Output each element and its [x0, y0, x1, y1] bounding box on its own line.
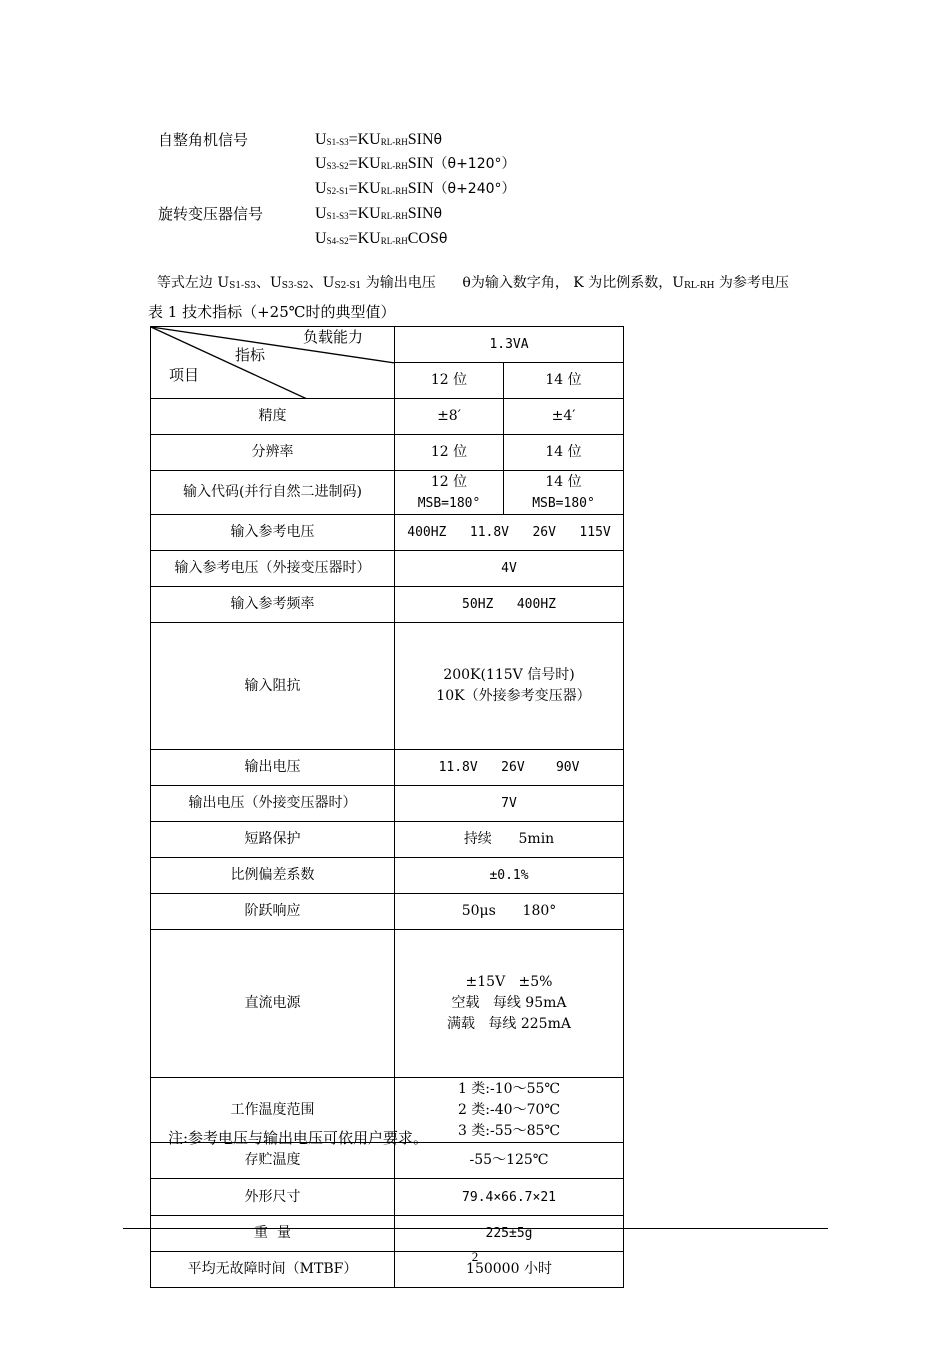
table-row [151, 515, 624, 551]
page-number: 2 [471, 1249, 479, 1264]
header-load-capacity: 负载能力 [303, 328, 364, 346]
row-value: 79.4×66.7×21 [395, 1179, 624, 1216]
table-row [151, 822, 624, 858]
row-value-12: ±8′ [395, 399, 504, 435]
row-value: ±0.1% [395, 858, 624, 894]
load-value: 1.3VA [395, 327, 624, 363]
sync-signal-label: 自整角机信号 [158, 131, 249, 149]
row-value-12: 12 位 [395, 435, 504, 471]
table-header-row [151, 327, 624, 363]
row-label: 短路保护 [151, 822, 395, 858]
row-label: 输入代码(并行自然二进制码) [151, 471, 395, 515]
row-label: 重 量 [151, 1216, 395, 1252]
row-label: 直流电源 [151, 930, 395, 1078]
header-14-bit: 14 位 [504, 363, 624, 399]
row-value: 持续 5min [395, 822, 624, 858]
row-value: ±15V ±5% 空载 每线 95mA 满载 每线 225mA [395, 930, 624, 1078]
diagonal-header-cell [151, 327, 395, 399]
row-label: 输入参考电压（外接变压器时） [151, 551, 395, 587]
row-value: 50μs 180° [395, 894, 624, 930]
row-label: 分辨率 [151, 435, 395, 471]
row-label: 输入参考电压 [151, 515, 395, 551]
row-label: 平均无故障时间（MTBF） [151, 1252, 395, 1288]
table-row [151, 435, 624, 471]
formula-sync-3: $U_{S2-S1}=KU_{RL-RH}SIN(\theta+240^\circ)$ [315, 180, 516, 197]
table-caption: 表 1 技术指标（+25℃时的典型值） [148, 303, 396, 321]
row-value-14: ±4′ [504, 399, 624, 435]
row-value: 11.8V 26V 90V [395, 750, 624, 786]
row-label: 输出电压（外接变压器时） [151, 786, 395, 822]
formula-explanation: 等式左边 $U_{S1-S3}$、$U_{S3-S2}$、$U_{S2-S1}$ 为输出电压 θ为输入数字角， K 为比例系数，$U_{RL-RH}$ 为参考电压 [156, 275, 789, 291]
footer-rule [123, 1228, 828, 1229]
row-value-14: 14 位 MSB=180° [504, 471, 624, 515]
row-value: -55～125℃ [395, 1143, 624, 1179]
row-value: 400HZ 11.8V 26V 115V [395, 515, 624, 551]
formula-sync-2: $U_{S3-S2}=KU_{RL-RH}SIN(\theta+120^\circ)$ [315, 155, 516, 172]
row-label: 工作温度范围 [151, 1078, 395, 1143]
row-label: 输出电压 [151, 750, 395, 786]
table-row [151, 623, 624, 750]
table-row [151, 894, 624, 930]
formula-resolver-2: $U_{S4-S2}=KU_{RL-RH}COS\theta$ [315, 230, 448, 247]
header-index: 指标 [235, 346, 266, 364]
table-row [151, 858, 624, 894]
row-value: 50HZ 400HZ [395, 587, 624, 623]
row-label: 比例偏差系数 [151, 858, 395, 894]
row-value-12: 12 位 MSB=180° [395, 471, 504, 515]
row-value: 7V [395, 786, 624, 822]
header-12-bit: 12 位 [395, 363, 504, 399]
row-value: 150000 小时 [395, 1252, 624, 1288]
table-row [151, 399, 624, 435]
table-row [151, 930, 624, 1078]
table-row [151, 786, 624, 822]
row-label: 输入参考频率 [151, 587, 395, 623]
table-row [151, 471, 624, 515]
table-row [151, 551, 624, 587]
resolver-signal-label: 旋转变压器信号 [158, 205, 264, 223]
row-value: 4V [395, 551, 624, 587]
row-value: 200K(115V 信号时) 10K（外接参考变压器） [395, 623, 624, 750]
row-label: 阶跃响应 [151, 894, 395, 930]
row-value: 225±5g [395, 1216, 624, 1252]
row-label: 存贮温度 [151, 1143, 395, 1179]
table-row [151, 587, 624, 623]
row-value-14: 14 位 [504, 435, 624, 471]
table-row [151, 750, 624, 786]
table-row [151, 1179, 624, 1216]
row-label: 输入阻抗 [151, 623, 395, 750]
table-footnote: 注:参考电压与输出电压可依用户要求。 [168, 1129, 429, 1147]
row-value: 1 类:-10～55℃ 2 类:-40～70℃ 3 类:-55～85℃ [395, 1078, 624, 1143]
row-label: 外形尺寸 [151, 1179, 395, 1216]
row-label: 精度 [151, 399, 395, 435]
formula-resolver-1: $U_{S1-S3}=KU_{RL-RH}SIN\theta$ [315, 205, 443, 222]
table-row [151, 1216, 624, 1252]
formula-sync-1: $U_{S1-S3}=KU_{RL-RH}SIN\theta$ [315, 131, 443, 148]
header-item: 项目 [169, 366, 200, 384]
